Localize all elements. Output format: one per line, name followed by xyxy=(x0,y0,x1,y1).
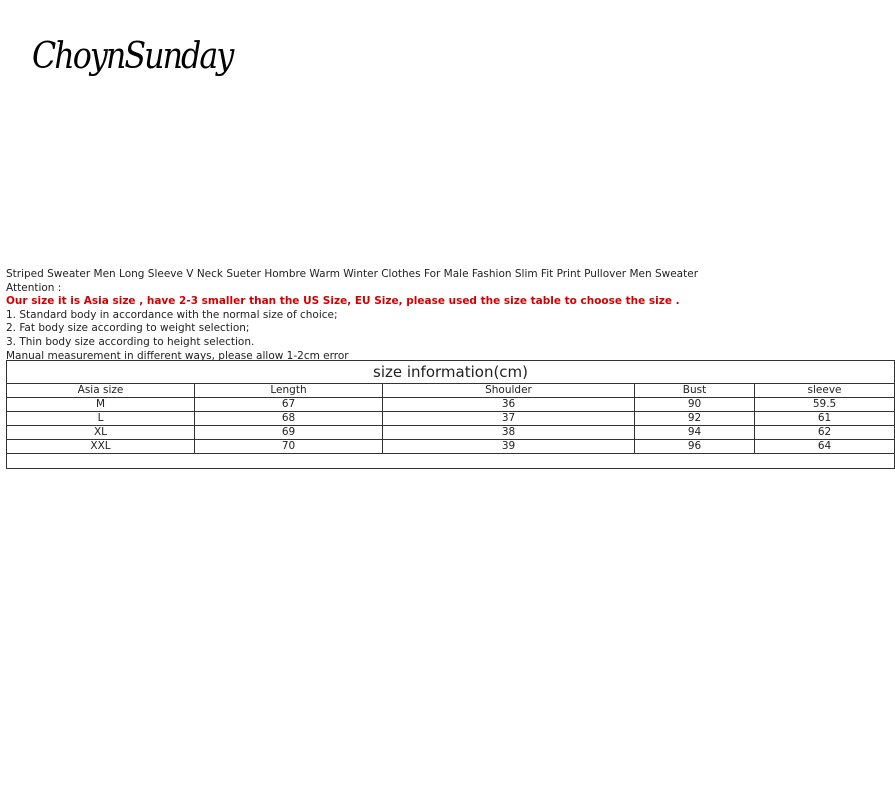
product-title: Striped Sweater Men Long Sleeve V Neck Sueter Hombre Warm Winter Clothes For Male Fashion Slim Fit Print Pullover Men Sweater xyxy=(6,268,699,280)
table-cell: 36 xyxy=(383,398,635,412)
table-cell: 92 xyxy=(635,412,755,426)
table-cell: 64 xyxy=(755,440,895,454)
table-row xyxy=(7,426,895,440)
column-header: Asia size xyxy=(7,384,195,398)
table-row xyxy=(7,412,895,426)
table-cell: 94 xyxy=(635,426,755,440)
note-line: Manual measurement in different ways, please allow 1-2cm error xyxy=(6,349,349,362)
table-cell: 96 xyxy=(635,440,755,454)
product-description xyxy=(6,268,796,363)
note-line: 1. Standard body in accordance with the normal size of choice; xyxy=(6,308,338,321)
table-empty-cell xyxy=(7,454,895,469)
table-cell: 70 xyxy=(195,440,383,454)
brand-logo: ChoynSunday xyxy=(32,36,233,77)
table-title: size information(cm) xyxy=(7,361,895,384)
table-cell: M xyxy=(7,398,195,412)
note-line: 3. Thin body size according to height selection. xyxy=(6,335,255,348)
table-cell: 62 xyxy=(755,426,895,440)
size-table xyxy=(6,360,895,469)
table-header-row xyxy=(7,384,895,398)
table-row xyxy=(7,440,895,454)
table-cell: 39 xyxy=(383,440,635,454)
table-cell: XXL xyxy=(7,440,195,454)
table-cell: 90 xyxy=(635,398,755,412)
table-cell: 67 xyxy=(195,398,383,412)
column-header: Shoulder xyxy=(383,384,635,398)
column-header: sleeve xyxy=(755,384,895,398)
table-cell: L xyxy=(7,412,195,426)
table-cell: 37 xyxy=(383,412,635,426)
table-cell: 59.5 xyxy=(755,398,895,412)
table-empty-row xyxy=(7,454,895,469)
attention-label: Attention : xyxy=(6,281,62,294)
table-cell: 68 xyxy=(195,412,383,426)
table-title-row xyxy=(7,361,895,384)
table-cell: 38 xyxy=(383,426,635,440)
size-warning: Our size it is Asia size , have 2-3 smaller than the US Size, EU Size, please used the size table to choose the size . xyxy=(6,295,680,308)
column-header: Bust xyxy=(635,384,755,398)
table-cell: XL xyxy=(7,426,195,440)
table-cell: 69 xyxy=(195,426,383,440)
note-line: 2. Fat body size according to weight selection; xyxy=(6,322,250,335)
column-header: Length xyxy=(195,384,383,398)
table-cell: 61 xyxy=(755,412,895,426)
table-row xyxy=(7,398,895,412)
